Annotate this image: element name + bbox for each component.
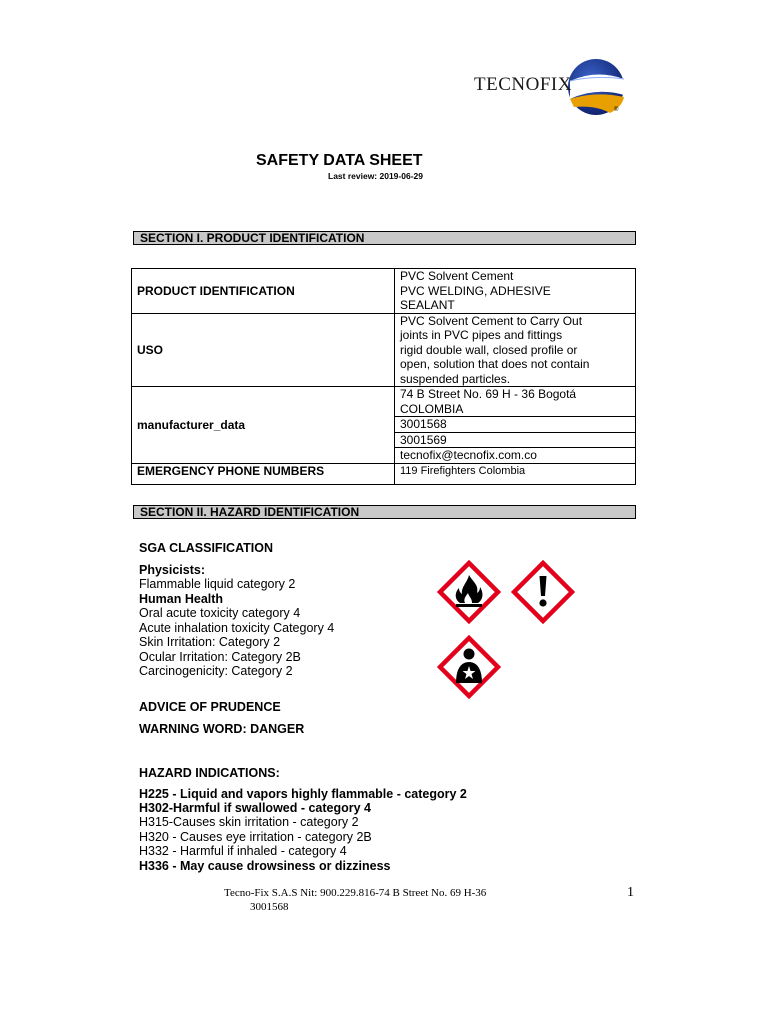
product-id-line: PVC Solvent Cement [400,269,514,283]
footer-line: Tecno-Fix S.A.S Nit: 900.229.816-74 B Street No. 69 H-36 [224,887,487,899]
logo-wordmark: TECNOFIX [474,74,572,95]
hazard-indications-title: HAZARD INDICATIONS: [139,766,280,780]
uso-line: open, solution that does not contain [400,357,590,371]
emergency-value: 119 Firefighters Colombia [395,463,636,484]
table-row [132,313,636,387]
hazard-statement-h320: H320 - Causes eye irritation - category 2B [139,830,372,844]
product-identification-table [131,268,636,485]
document-title: SAFETY DATA SHEET [256,152,423,169]
table-row [132,463,636,484]
section-2-heading: SECTION II. HAZARD IDENTIFICATION [133,505,636,519]
manufacturer-phone-1: 3001568 [395,417,636,433]
uso-line: rigid double wall, closed profile or [400,342,578,357]
advice-of-prudence-title: ADVICE OF PRUDENCE [139,700,281,714]
sga-classification-title: SGA CLASSIFICATION [139,541,274,555]
product-id-line: SEALANT [400,298,455,312]
human-health-label: Human Health [139,592,224,606]
hazard-code: H336 [139,859,169,873]
company-logo [566,55,630,119]
health-hazard-icon [437,635,501,704]
table-row [132,269,636,314]
uso-line: PVC Solvent Cement to Carry Out [400,313,583,328]
footer-line: 3001568 [250,901,289,913]
hazard-text: - Liquid and vapors highly flammable - category 2 [168,787,467,801]
manufacturer-email: tecnofix@tecnofix.com.co [395,448,636,464]
product-id-value [395,269,636,314]
address-line: COLOMBIA [400,401,464,416]
address-line: 74 B Street No. 69 H - 36 Bogotá [400,387,577,401]
human-health-item: Acute inhalation toxicity Category 4 [139,621,335,635]
manufacturer-phone-2: 3001569 [395,432,636,448]
exclamation-mark-icon [511,560,575,629]
uso-line: joints in PVC pipes and fittings [400,328,563,342]
hazard-statement-h225 [139,787,467,802]
uso-value [395,313,636,387]
human-health-item: Oral acute toxicity category 4 [139,606,301,620]
section-1-heading: SECTION I. PRODUCT IDENTIFICATION [133,231,636,245]
physicists-label: Physicists: [139,563,206,577]
physicists-item: Flammable liquid category 2 [139,577,296,591]
flame-icon [437,560,501,629]
hazard-statement-h315: H315-Causes skin irritation - category 2 [139,815,359,829]
product-id-line: PVC WELDING, ADHESIVE [400,283,551,298]
hazard-statement-h332: H332 - Harmful if inhaled - category 4 [139,844,347,858]
hazard-statement-h336 [139,859,391,874]
logo-globe-icon [566,55,630,119]
human-health-item: Carcinogenicity: Category 2 [139,664,293,678]
manufacturer-address [395,387,636,417]
hazard-text: - May cause drowsiness or dizziness [168,859,391,873]
uso-line: suspended particles. [400,371,511,386]
page-footer [224,886,486,914]
page-number: 1 [627,885,634,900]
product-id-label: PRODUCT IDENTIFICATION [132,269,395,314]
table-row [132,387,636,417]
hazard-code: H225 [139,787,169,801]
registered-mark: ® [614,107,619,113]
warning-word: WARNING WORD: DANGER [139,722,305,736]
manufacturer-label: manufacturer_data [132,387,395,464]
human-health-item: Skin Irritation: Category 2 [139,635,281,649]
emergency-label: EMERGENCY PHONE NUMBERS [132,463,395,484]
hazard-statement-h302: H302-Harmful if swallowed - category 4 [139,801,372,815]
uso-label: USO [132,313,395,387]
last-review-date: Last review: 2019-06-29 [328,171,423,181]
human-health-item: Ocular Irritation: Category 2B [139,650,301,664]
